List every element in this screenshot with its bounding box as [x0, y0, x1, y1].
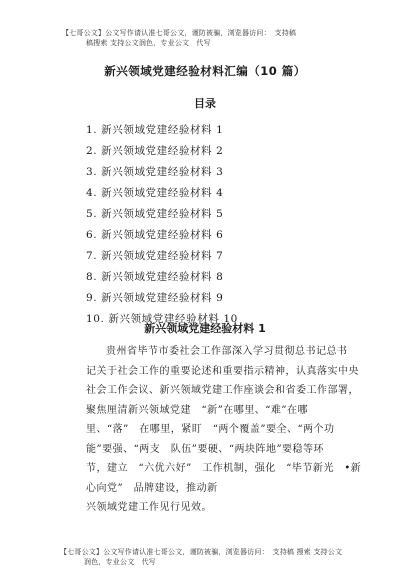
- toc-item[interactable]: 3. 新兴领域党建经验材料 3: [86, 166, 224, 178]
- body-line: 记关于社会工作的重要论述和重要指示精神，认真落实中央: [86, 365, 359, 377]
- body-line: 能”要强、“两支 队伍”要硬、“两块阵地”要稳等环: [86, 443, 325, 455]
- body-line: 心向党” 品牌建设，推动新: [86, 482, 218, 494]
- body-line: 社会工作会议、新兴领域党建工作座谈会和省委工作部署，: [86, 385, 359, 396]
- watermark-banner-bottom: [60, 547, 380, 567]
- body-paragraph: [86, 342, 362, 518]
- body-line: 兴领域党建工作见行见效。: [86, 502, 212, 513]
- toc-item[interactable]: 10. 新兴领域党建经验材料 10: [86, 313, 238, 325]
- body-line: 节，建立 “六优六好” 工作机制，强化 “毕节新光 •新: [86, 463, 362, 474]
- toc-item[interactable]: 9. 新兴领域党建经验材料 9: [86, 292, 224, 304]
- toc-item[interactable]: 7. 新兴领域党建经验材料 7: [86, 250, 224, 262]
- table-of-contents: [86, 120, 346, 330]
- toc-item[interactable]: 5. 新兴领域党建经验材料 5: [86, 208, 224, 220]
- toc-item[interactable]: 1. 新兴领域党建经验材料 1: [86, 124, 224, 136]
- toc-item[interactable]: 4. 新兴领域党建经验材料 4: [86, 187, 224, 199]
- section-heading: 新兴领域党建经验材料 1: [144, 322, 266, 335]
- toc-heading: 目录: [194, 97, 216, 110]
- banner-top-line1: 【七哥公文】公文写作请认准七哥公文，谨防被骗，浏览器访问： 支持稿: [62, 29, 297, 37]
- document-title: 新兴领域党建经验材料汇编（10 篇）: [104, 64, 306, 78]
- body-line: 里、“落” 在哪里，紧盯 “两个覆盖”要全、“两个功: [86, 424, 335, 435]
- watermark-banner-top: [62, 28, 362, 48]
- banner-bottom-line2: 润色，专业公文 代写: [84, 558, 156, 566]
- banner-bottom-line1: 【七哥公文】公文写作请认准七哥公文，谨防被骗，浏览器访问： 支持稿 搜索 支持公文: [60, 548, 343, 556]
- toc-item[interactable]: 2. 新兴领域党建经验材料 2: [86, 145, 224, 157]
- toc-item[interactable]: 8. 新兴领域党建经验材料 8: [86, 271, 224, 283]
- toc-item[interactable]: 6. 新兴领域党建经验材料 6: [86, 229, 224, 241]
- body-line: 聚焦厘清新兴领域党建 “新”在哪里、“难”在哪: [86, 404, 308, 416]
- body-line: 贵州省毕节市委社会工作部深入学习贯彻总书记总书: [106, 346, 348, 357]
- banner-top-line2: 稿搜索 支持公文润色，专业公文 代写: [86, 39, 211, 47]
